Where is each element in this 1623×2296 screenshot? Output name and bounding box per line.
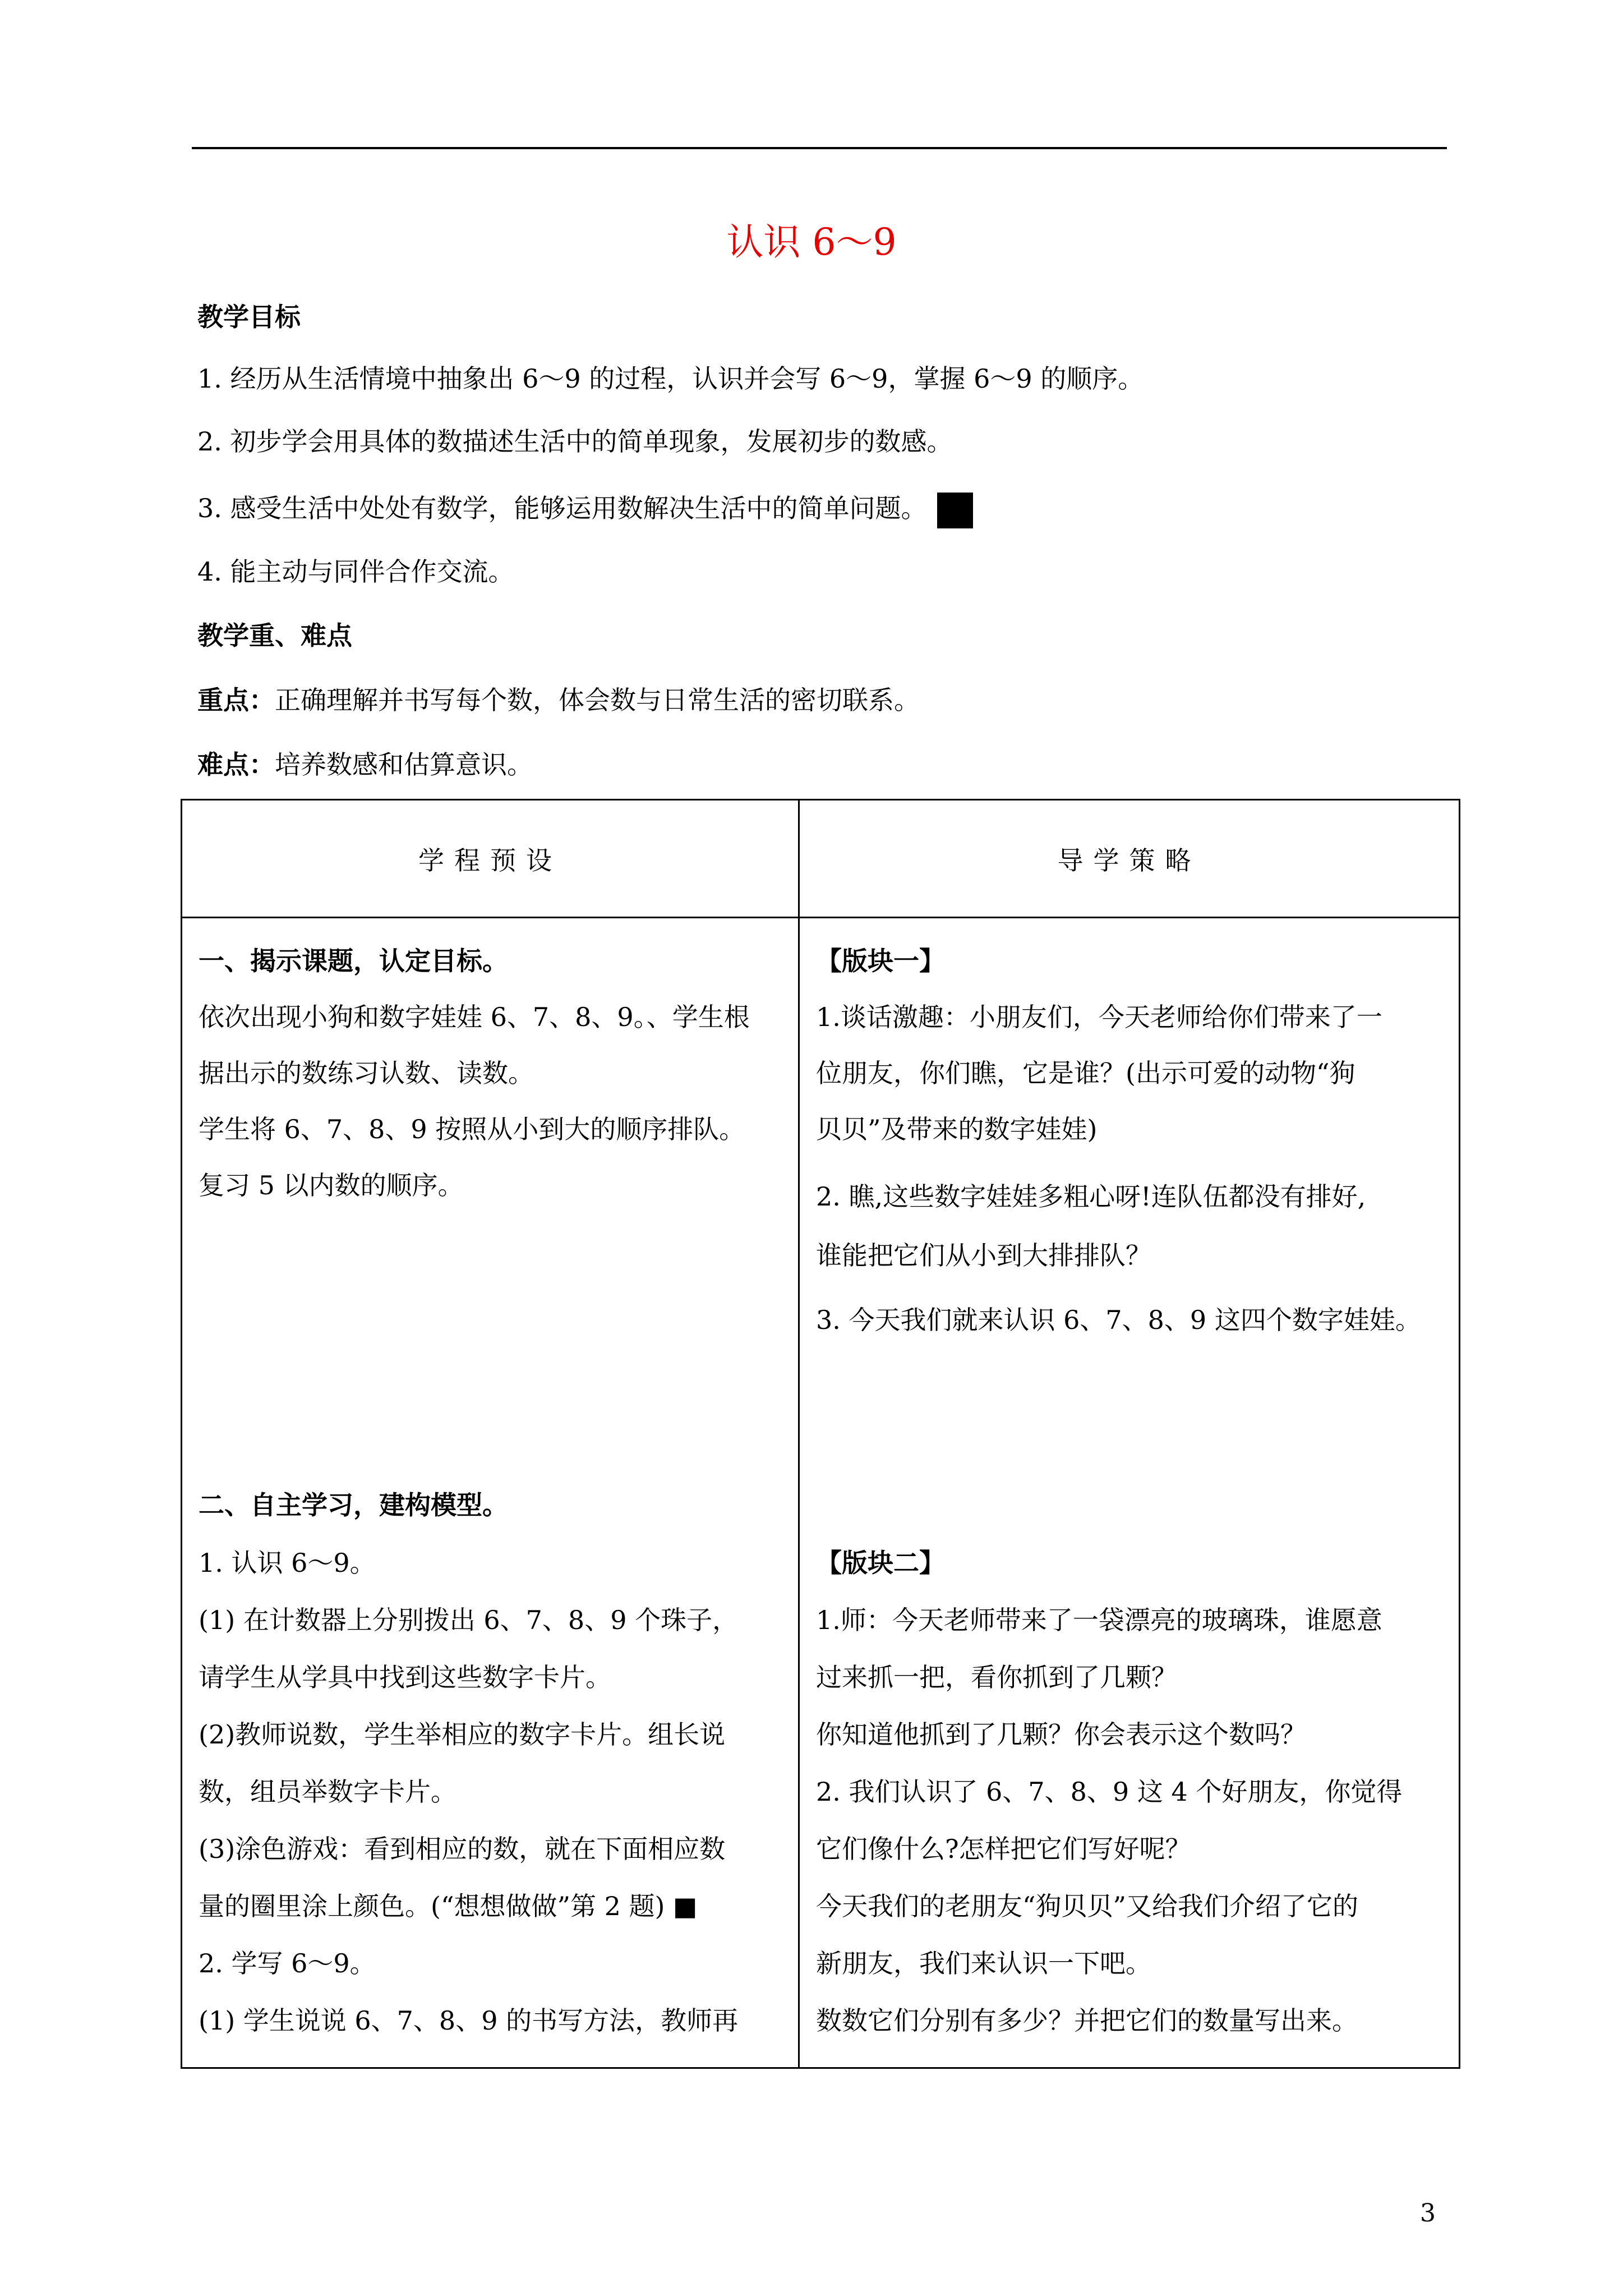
right-line: 1.师：今天老师带来了一袋漂亮的玻璃珠，谁愿意 xyxy=(816,1605,1382,1635)
key-heading: 教学重、难点 xyxy=(197,620,352,651)
left-line: 数，组员举数字卡片。 xyxy=(199,1777,457,1807)
right-line: 今天我们的老朋友“狗贝贝”又给我们介绍了它的 xyxy=(816,1891,1359,1921)
block-2-title: 【版块二】 xyxy=(816,1548,945,1578)
block-1-title: 【版块一】 xyxy=(816,946,945,976)
right-cell xyxy=(799,918,1460,2068)
left-line: (1) 在计数器上分别拨出 6、7、8、9 个珠子， xyxy=(199,1605,739,1635)
section-1-title: 一、揭示课题，认定目标。 xyxy=(199,946,508,976)
left-line: (1) 学生说说 6、7、8、9 的书写方法，教师再 xyxy=(199,2005,739,2036)
left-line: 2. 学写 6～9。 xyxy=(199,1948,376,1978)
left-cell xyxy=(182,918,799,2068)
left-line: (3)涂色游戏：看到相应的数，就在下面相应数 xyxy=(199,1834,726,1864)
right-line: 你知道他抓到了几颗？你会表示这个数吗？ xyxy=(816,1719,1306,1750)
goal-1: 1. 经历从生活情境中抽象出 6～9 的过程，认识并会写 6～9，掌握 6～9 的顺序。 xyxy=(197,364,1144,394)
header-rule xyxy=(192,147,1447,149)
goal-3-text: 3. 感受生活中处处有数学，能够运用数解决生活中的简单问题。 xyxy=(197,493,927,523)
black-square-icon xyxy=(937,493,973,528)
right-line: 它们像什么?怎样把它们写好呢？ xyxy=(816,1834,1191,1864)
lesson-table xyxy=(181,799,1460,2069)
left-line: 学生将 6、7、8、9 按照从小到大的顺序排队。 xyxy=(199,1114,745,1144)
left-line: 1. 认识 6～9。 xyxy=(199,1548,376,1578)
diff-label: 难点： xyxy=(197,749,275,780)
diff-text: 培养数感和估算意识。 xyxy=(275,749,533,780)
right-line: 贝贝”及带来的数字娃娃) xyxy=(816,1114,1098,1144)
table-header-row xyxy=(182,800,1460,918)
page-title: 认识 6～9 xyxy=(726,220,897,264)
right-line: 3. 今天我们就来认识 6、7、8、9 这四个数字娃娃。 xyxy=(816,1305,1421,1335)
header-left: 学程预设 xyxy=(182,800,799,918)
left-line: 依次出现小狗和数字娃娃 6、7、8、9。、学生根 xyxy=(199,1002,750,1032)
left-line: 请学生从学具中找到这些数字卡片。 xyxy=(199,1662,611,1692)
difficulty-point xyxy=(197,748,533,781)
header-right: 导学策略 xyxy=(799,800,1460,918)
left-line: 复习 5 以内数的顺序。 xyxy=(199,1170,464,1200)
right-line: 2. 我们认识了 6、7、8、9 这 4 个好朋友，你觉得 xyxy=(816,1777,1403,1807)
left-line: 量的圈里涂上颜色。(“想想做做”第 2 题) ■ xyxy=(199,1891,698,1921)
right-line: 数数它们分别有多少？并把它们的数量写出来。 xyxy=(816,2005,1358,2036)
goal-3 xyxy=(197,491,973,528)
left-line: (2)教师说数，学生举相应的数字卡片。组长说 xyxy=(199,1719,726,1750)
right-line: 1.谈话激趣：小朋友们，今天老师给你们带来了一 xyxy=(816,1002,1382,1032)
goal-2: 2. 初步学会用具体的数描述生活中的简单现象，发展初步的数感。 xyxy=(197,426,953,457)
table-row xyxy=(182,918,1460,2068)
key-text: 正确理解并书写每个数，体会数与日常生活的密切联系。 xyxy=(275,685,920,715)
right-line: 过来抓一把，看你抓到了几颗？ xyxy=(816,1662,1177,1692)
right-line: 2. 瞧,这些数字娃娃多粗心呀!连队伍都没有排好, xyxy=(816,1181,1366,1212)
right-line: 谁能把它们从小到大排排队？ xyxy=(816,1240,1151,1271)
goal-4: 4. 能主动与同伴合作交流。 xyxy=(197,556,514,587)
left-line: 据出示的数练习认数、读数。 xyxy=(199,1058,534,1088)
right-line: 新朋友，我们来认识一下吧。 xyxy=(816,1948,1151,1978)
key-label: 重点： xyxy=(197,685,275,715)
page-number: 3 xyxy=(1420,2199,1436,2228)
goals-heading: 教学目标 xyxy=(197,302,301,332)
right-line: 位朋友，你们瞧，它是谁？(出示可爱的动物“狗 xyxy=(816,1058,1355,1088)
section-2-title: 二、自主学习，建构模型。 xyxy=(199,1490,508,1520)
key-point xyxy=(197,683,920,717)
